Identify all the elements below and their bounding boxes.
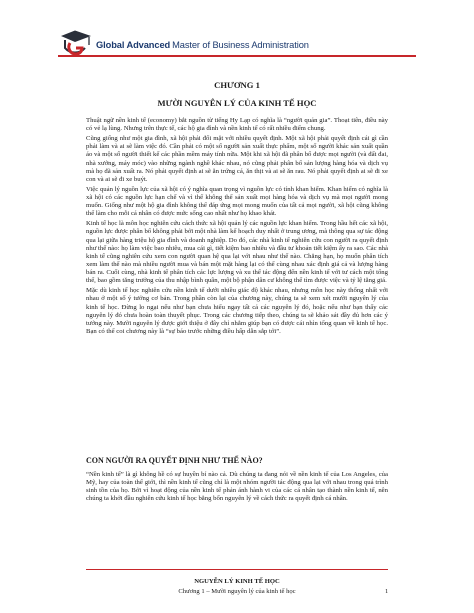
footer-subtitle: Chương 1 – Mười nguyên lý của kinh tế học [178, 588, 296, 595]
section-heading: CON NGƯỜI RA QUYẾT ĐỊNH NHƯ THẾ NÀO? [86, 456, 263, 465]
paragraph-1: Thuật ngữ nền kinh tế (economy) bắt nguồn từ tiếng Hy Lạp có nghĩa là “người quản gia”. Thoạt tiên, điều này có vẻ lạ lùng. Nhưng trên thực tế, các hộ gia đình và nền kinh tế có rất nhiều điểm chung. [86, 117, 388, 133]
paragraph-2: Cũng giống như một gia đình, xã hội phải đối mặt với nhiều quyết định. Một xã hội phải quyết định cái gì cần phải làm và ai sẽ làm việc đó. Cần phải có một số người sản xuất thực phẩm, một số người khác sản xuất quần áo và một số người thiết kế các phần mềm máy tính nữa. Một khi xã hội đã phân bổ được mọi người (và đất đai, nhà xưởng, máy móc) vào những ngành nghề khác nhau, nó cũng phải phân bổ sản lượng hàng hóa và dịch vụ mà họ đã sản xuất ra. Nó phải quyết định ai sẽ ăn trứng cá, ăn thịt và ai sẽ ăn rau. Nó phải quyết định ai sẽ đi xe con và ai sẽ đi xe buýt. [86, 135, 388, 183]
brand-rest: Master of Business Administration [172, 40, 309, 50]
header-divider [58, 55, 416, 57]
paragraph-4: Kinh tế học là môn học nghiên cứu cách thức xã hội quản lý các nguồn lực khan hiếm. Trong hầu hết các xã hội, nguồn lực được phân bổ không phải bởi một nhà làm kế hoạch duy nhất ở trung ương, mà thông qua sự tác động qua lại giữa hàng triệu hộ gia đình và doanh nghiệp. Do đó, các nhà kinh tế nghiên cứu con người ra quyết định như thế nào: họ làm việc bao nhiêu, mua cái gì, tiết kiệm bao nhiêu và đầu tư khoản tiết kiệm ấy ra sao. Các nhà kinh tế cũng nghiên cứu xem con người quan hệ qua lại với nhau như thế nào. Chẳng hạn, họ muốn phân tích xem làm thế nào mà nhiều người mua và bán một mặt hàng lại có thể cùng nhau xác định giá cả và lượng hàng bán ra. Cuối cùng, nhà kinh tế phân tích các lực lượng và xu thế tác động đến nền kinh tế với tư cách một tổng thể, bao gồm tăng trưởng của thu nhập bình quân, một bộ phận dân cư không thể tìm được việc và tỷ lệ tăng giá. [86, 220, 388, 285]
chapter-number: CHƯƠNG 1 [214, 80, 260, 90]
section-paragraph: “Nền kinh tế” là gì không hề có sự huyền bí nào cả. Dù chúng ta đang nói về nền kinh tế của Los Angeles, của Mỹ, hay của toàn thế giới, thì nền kinh tế cũng chỉ là một nhóm người tác động qua lại với nhau trong quá trình sinh tồn của họ. Bởi vì hoạt động của nền kinh tế phản ánh hành vi của các cá nhân tạo thành nền kinh tế, nên chúng ta khởi đầu nghiên cứu kinh tế học bằng bốn nguyên lý về cách thức ra quyết định cá nhân. [86, 471, 388, 503]
paragraph-5: Mặc dù kinh tế học nghiên cứu nền kinh tế dưới nhiều giác độ khác nhau, nhưng môn học này thống nhất với nhau ở một số ý tưởng cơ bản. Trong phần còn lại của chương này, chúng ta sẽ xem xét mười nguyên lý của kinh tế học. Đừng lo ngại nếu như bạn chưa hiểu ngay tất cả các nguyên lý đó, hoặc nếu như bạn thấy các nguyên lý đó chưa hoàn toàn thuyết phục. Trong các chương tiếp theo, chúng ta sẽ khảo sát đầy đủ hơn các ý tưởng này. Mười nguyên lý được giới thiệu ở đây chỉ nhằm giúp bạn có được cái nhìn tổng quan về kinh tế học. Bạn có thể coi chương này là “sự báo trước những điều hấp dẫn sắp tới”. [86, 287, 388, 336]
chapter-title: MƯỜI NGUYÊN LÝ CỦA KINH TẾ HỌC [157, 98, 317, 108]
body-text [86, 117, 388, 338]
ga-logo-icon [58, 30, 94, 58]
footer-title: NGUYỄN LÝ KINH TẾ HỌC [194, 578, 280, 585]
paragraph-3: Việc quản lý nguồn lực của xã hội có ý nghĩa quan trọng vì nguồn lực có tính khan hiếm. Khan hiếm có nghĩa là xã hội có các nguồn lực hạn chế và vì thế không thể sản xuất mọi hàng hóa và dịch vụ mà mọi người mong muốn. Giống như một hộ gia đình không thể đáp ứng mọi mong muốn của tất cả mọi người, xã hội cũng không thể làm cho mỗi cá nhân có được mức sống cao nhất như họ khao khát. [86, 185, 388, 218]
brand-name [96, 40, 309, 50]
page-number: 1 [385, 588, 389, 595]
footer-divider [86, 569, 388, 570]
page-header [0, 0, 474, 62]
brand-strong: Global Advanced [96, 40, 171, 50]
section-body [86, 471, 388, 504]
